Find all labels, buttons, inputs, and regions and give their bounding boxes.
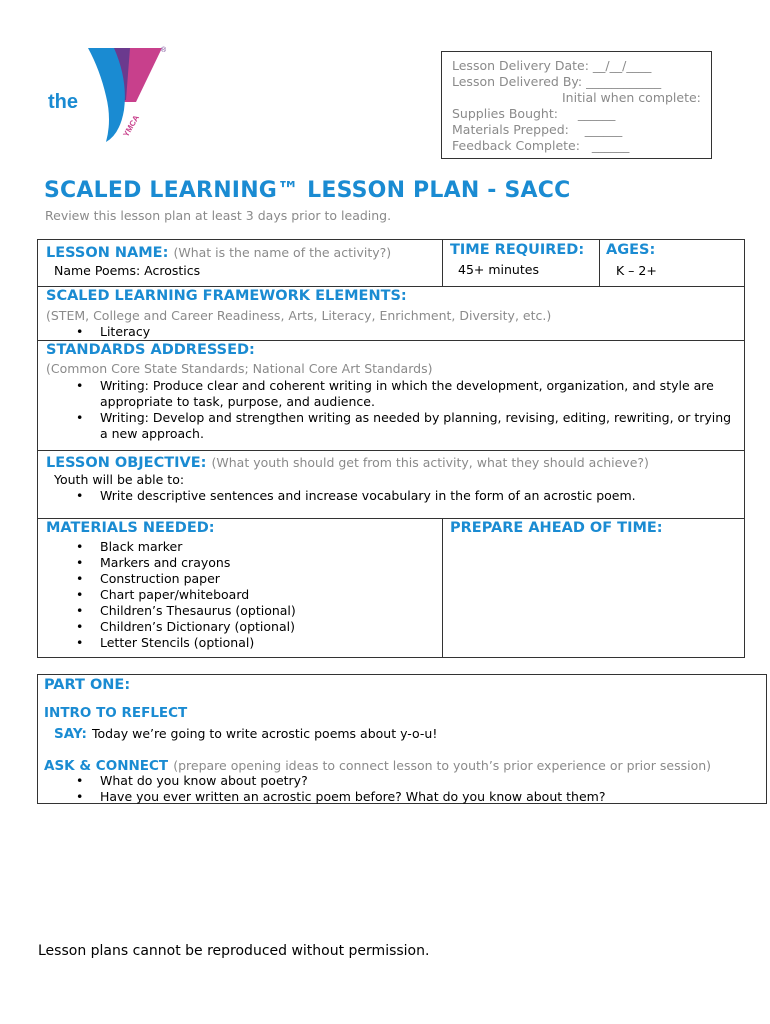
list-item: • Writing: Develop and strengthen writing as needed by planning, revising, editing, rewriting, or trying a new approach. — [38, 410, 738, 442]
delivered-by: Lesson Delivered By: ____________ — [452, 74, 662, 89]
list-item: • Children’s Dictionary (optional) — [38, 619, 438, 635]
ages-value: K – 2+ — [616, 263, 657, 278]
ask-connect-label: ASK & CONNECT — [44, 758, 169, 774]
svg-text:®: ® — [161, 47, 167, 54]
list-item: • Writing: Produce clear and coherent writing in which the development, organization, and style are appropriate to task, purpose, and audience. — [38, 378, 738, 410]
lesson-name-value: Name Poems: Acrostics — [54, 263, 201, 278]
standards-hint: (Common Core State Standards; National Core Art Standards) — [46, 361, 433, 376]
say-line — [54, 723, 437, 742]
list-item: • What do you know about poetry? — [38, 773, 758, 789]
delivery-checklist-box — [441, 51, 712, 159]
prepare-ahead-label: PREPARE AHEAD OF TIME: — [450, 520, 663, 536]
svg-text:YMCA: YMCA — [121, 113, 141, 139]
time-required-label: TIME REQUIRED: — [450, 242, 585, 258]
lesson-details-table — [37, 239, 745, 658]
ask-connect-line — [44, 755, 711, 774]
lesson-name-label: LESSON NAME: — [46, 245, 169, 261]
list-item: • Write descriptive sentences and increase vocabulary in the form of an acrostic poem. — [38, 488, 738, 504]
logo-the-text: the — [48, 91, 78, 113]
materials-list — [38, 539, 438, 651]
list-item: • Construction paper — [38, 571, 438, 587]
objective-intro: Youth will be able to: — [54, 472, 185, 487]
delivery-date: Lesson Delivery Date: __/__/____ — [452, 58, 652, 73]
list-item: • Markers and crayons — [38, 555, 438, 571]
part-one-label: PART ONE: — [44, 677, 131, 693]
lesson-name-hint: (What is the name of the activity?) — [173, 245, 392, 260]
list-item: • Have you ever written an acrostic poem before? What do you know about them? — [38, 789, 758, 805]
footer-notice: Lesson plans cannot be reproduced without permission. — [38, 943, 430, 959]
intro-label: INTRO TO REFLECT — [44, 705, 188, 721]
list-item: • Literacy — [38, 324, 738, 340]
standards-list — [38, 378, 738, 442]
list-item: • Chart paper/whiteboard — [38, 587, 438, 603]
objective-header — [46, 452, 649, 471]
materials-label: MATERIALS NEEDED: — [46, 520, 215, 536]
ask-connect-list — [38, 773, 758, 805]
framework-list — [38, 324, 738, 340]
list-item: • Letter Stencils (optional) — [38, 635, 438, 651]
objective-label: LESSON OBJECTIVE: — [46, 455, 207, 471]
say-text: Today we’re going to write acrostic poems about y-o-u! — [91, 726, 438, 741]
page-subtitle: Review this lesson plan at least 3 days prior to leading. — [45, 208, 392, 223]
list-item: • Black marker — [38, 539, 438, 555]
ages-label: AGES: — [606, 242, 656, 258]
standards-label: STANDARDS ADDRESSED: — [46, 342, 255, 358]
ask-connect-hint: (prepare opening ideas to connect lesson to youth’s prior experience or prior session) — [173, 758, 712, 773]
feedback-complete: Feedback Complete: ______ — [452, 138, 630, 153]
list-item: • Children’s Thesaurus (optional) — [38, 603, 438, 619]
materials-prepped: Materials Prepped: ______ — [452, 122, 623, 137]
ymca-logo — [40, 40, 180, 150]
objective-list — [38, 488, 738, 504]
framework-label: SCALED LEARNING FRAMEWORK ELEMENTS: — [46, 288, 407, 304]
initial-note: Initial when complete: — [562, 90, 701, 105]
lesson-name-cell — [46, 242, 391, 261]
part-one-section — [37, 674, 767, 804]
supplies-bought: Supplies Bought: ______ — [452, 106, 616, 121]
framework-hint: (STEM, College and Career Readiness, Arts, Literacy, Enrichment, Diversity, etc.) — [46, 308, 552, 323]
time-required-value: 45+ minutes — [458, 262, 539, 277]
page-title: SCALED LEARNING™ LESSON PLAN - SACC — [44, 178, 571, 203]
say-label: SAY: — [54, 726, 87, 742]
objective-hint: (What youth should get from this activity, what they should achieve?) — [211, 455, 649, 470]
